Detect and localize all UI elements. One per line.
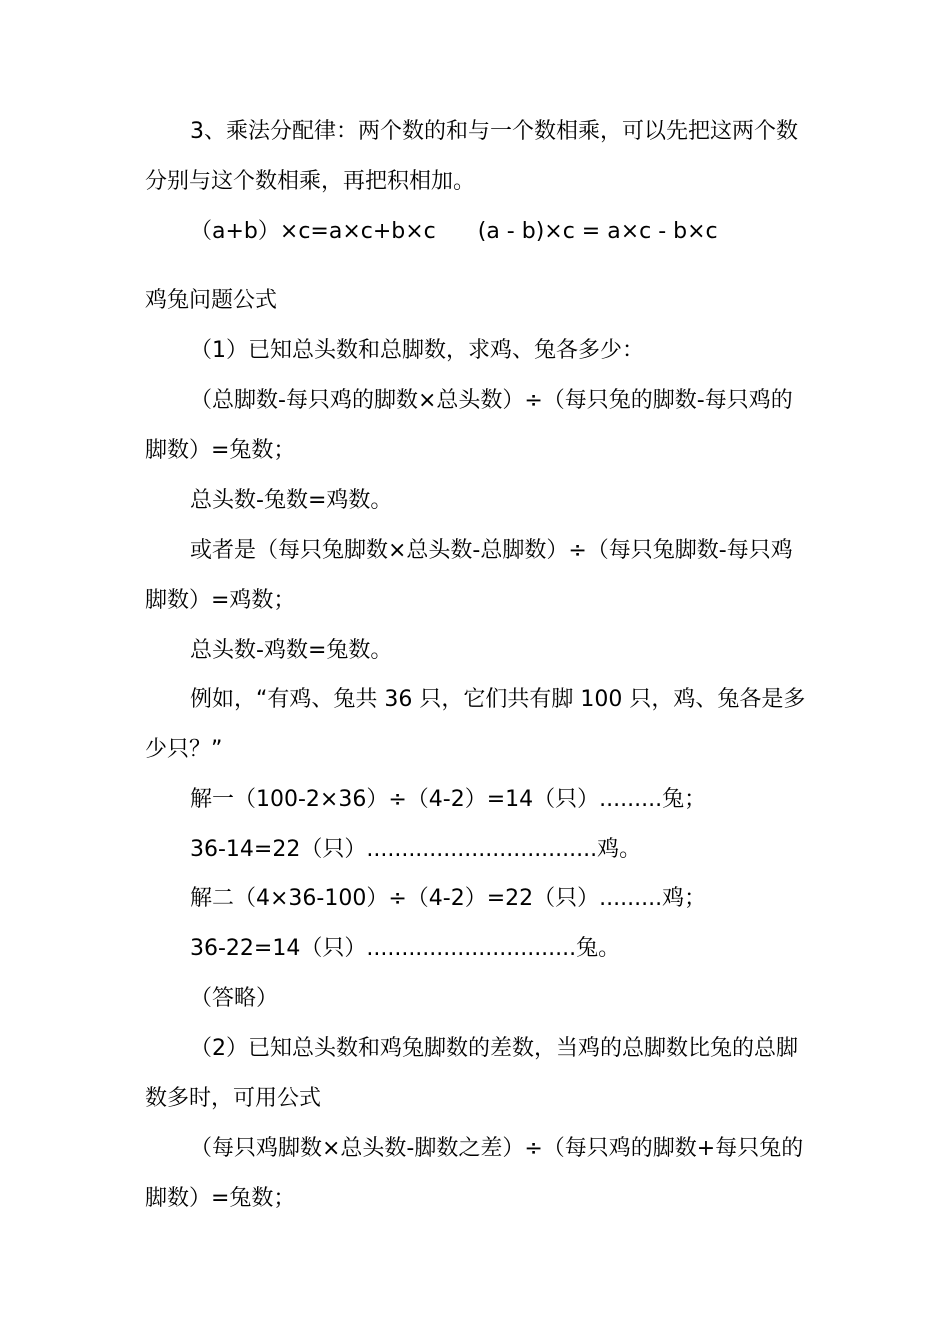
solution1-line-2: 36-14=22（只）.................................鸡。 [190, 837, 642, 862]
case1-formula1-line-1: （总脚数-每只鸡的脚数×总头数）÷（每只兔的脚数-每只鸡的 [190, 388, 793, 413]
example-line-1: 例如，“有鸡、兔共 36 只，它们共有脚 100 只，鸡、兔各是多 [190, 687, 806, 712]
case1-alt2: 总头数-鸡数=兔数。 [190, 638, 393, 663]
case1-alt-line-2: 脚数）=鸡数； [145, 588, 296, 613]
example-line-2: 少只？” [145, 737, 223, 762]
solution2-line-1: 解二（4×36-100）÷（4-2）=22（只）.........鸡； [190, 886, 707, 911]
case2-formula-line-1: （每只鸡脚数×总头数-脚数之差）÷（每只鸡的脚数+每只兔的 [190, 1136, 804, 1161]
distributive-law-formula: （a+b）×c=a×c+b×c (a - b)×c = a×c - b×c [190, 219, 718, 244]
case1-formula2: 总头数-兔数=鸡数。 [190, 488, 393, 513]
section-heading: 鸡兔问题公式 [145, 288, 278, 313]
case2-formula-line-2: 脚数）=兔数； [145, 1186, 296, 1211]
case1-formula1-line-2: 脚数）=兔数； [145, 438, 296, 463]
case2-title-line-2: 数多时，可用公式 [145, 1086, 322, 1111]
distributive-law-line-1: 3、乘法分配律：两个数的和与一个数相乘，可以先把这两个数 [190, 119, 798, 144]
solution2-line-2: 36-22=14（只）..............................兔。 [190, 936, 621, 961]
case1-alt-line-1: 或者是（每只兔脚数×总头数-总脚数）÷（每只兔脚数-每只鸡 [190, 538, 793, 563]
case2-title-line-1: （2）已知总头数和鸡兔脚数的差数，当鸡的总脚数比兔的总脚 [190, 1036, 798, 1061]
solution1-line-1: 解一（100-2×36）÷（4-2）=14（只）.........兔； [190, 787, 707, 812]
case1-title: （1）已知总头数和总脚数，求鸡、兔各多少： [190, 338, 644, 363]
answer-omitted: （答略） [190, 986, 279, 1011]
distributive-law-line-2: 分别与这个数相乘，再把积相加。 [145, 169, 476, 194]
